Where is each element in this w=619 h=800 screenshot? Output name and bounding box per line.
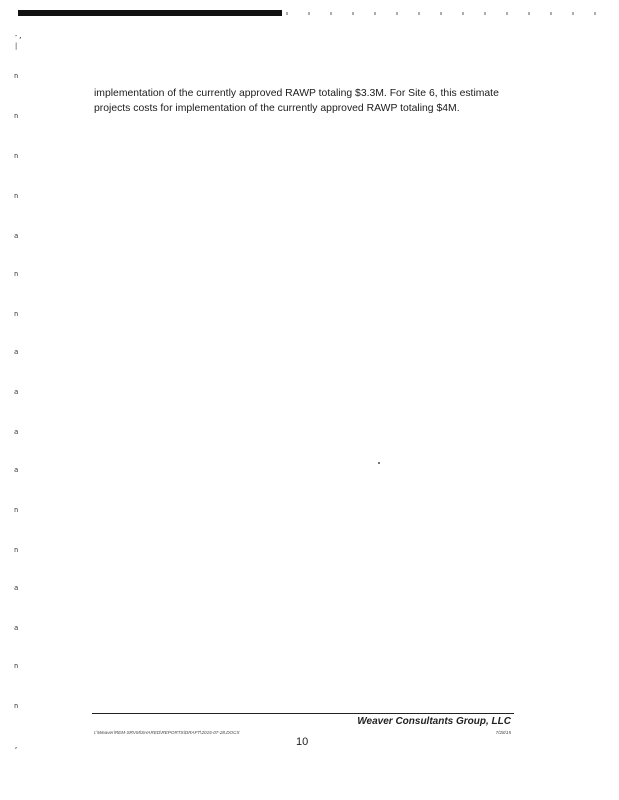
margin-mark: n <box>14 662 19 670</box>
margin-mark: | <box>14 42 19 50</box>
footer-file-path: I:\Weaver\REM-SRVM\SHARED\REPORTS\DRAFT\2015-07-28.DOCX <box>94 730 240 735</box>
scan-speck <box>378 462 380 464</box>
margin-mark: a <box>14 232 19 240</box>
margin-mark: n <box>14 506 19 514</box>
footer-company: Weaver Consultants Group, LLC <box>357 716 511 727</box>
margin-mark: a <box>14 584 19 592</box>
margin-mark: a <box>14 348 19 356</box>
margin-mark: a <box>14 466 19 474</box>
margin-mark: n <box>14 702 19 710</box>
margin-mark: n <box>14 112 19 120</box>
paragraph-line: implementation of the currently approved RAWP totaling $3.3M. For Site 6, this estimate <box>94 88 499 99</box>
margin-mark: n <box>14 192 19 200</box>
margin-mark: n <box>14 270 19 278</box>
body-paragraph <box>94 86 524 116</box>
scan-top-dots <box>286 12 606 15</box>
scan-top-bar <box>18 10 282 16</box>
paragraph-line: projects costs for implementation of the currently approved RAWP totaling $4M. <box>94 103 460 114</box>
margin-mark: n <box>14 310 19 318</box>
margin-mark: a <box>14 388 19 396</box>
margin-mark: n <box>14 546 19 554</box>
margin-mark: a <box>14 624 19 632</box>
margin-mark: n <box>14 72 19 80</box>
margin-mark: -, <box>14 32 23 40</box>
line-number-margin <box>14 30 34 770</box>
page-number: 10 <box>296 736 309 748</box>
margin-mark: a <box>14 428 19 436</box>
margin-mark: , <box>14 742 19 750</box>
margin-mark: n <box>14 152 19 160</box>
footer-rule <box>92 713 514 714</box>
footer-date: 7/28/15 <box>495 730 511 735</box>
